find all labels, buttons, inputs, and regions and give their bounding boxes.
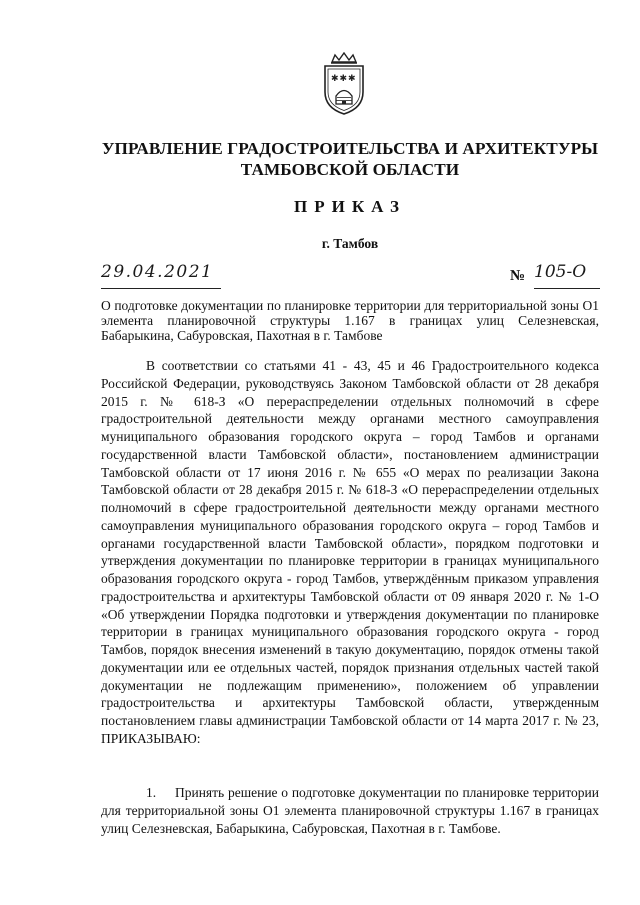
item-number: 1. [146, 785, 157, 800]
svg-text:✱: ✱ [331, 74, 339, 84]
agency-line-2: ТАМБОВСКОЙ ОБЛАСТИ [240, 160, 460, 179]
document-number [510, 262, 600, 288]
handwritten-number: 105-О [534, 262, 600, 289]
document-type: ПРИКАЗ [294, 197, 406, 216]
order-item [101, 784, 599, 837]
preamble-paragraph: В соответствии со статьями 41 - 43, 45 и 46 Градостроительного кодекса Российской Федерации, руководствуясь Законом Тамбовской области от 28 декабря 2015 г. № 618-З «О перераспределении отдельных полномочий в сфере градостроительной деятельности между органами местного самоуправления муниципального образования городского округа – город Тамбов и органами государственной власти Тамбовской области», постановлением администрации Тамбовской области от 17 июня 2016 г. № 655 «О мерах по реализации Закона Тамбовской области от 28 декабря 2015 г. № 618-З «О перераспределении отдельных полномочий в сфере градостроительной деятельности между органами местного самоуправления муниципального образования городского округа – город Тамбов и органами государственной власти Тамбовской области», порядком подготовки и утверждения документации по планировке территории в границах муниципального образования городского округа - город Тамбов, утверждённым приказом управления градостроительства и архитектуры Тамбовской области от 09 января 2020 г. № 1-О «Об утверждении Порядка подготовки и утверждения документации по планировке территории в границах муниципального образования городского округа - город Тамбов, порядок внесения изменений в такую документацию, порядок отмены такой документации или ее отдельных частей, порядок признания отдельных частей такой документации не подлежащим применению», положением об управлении градостроительства и архитектуры Тамбовской области, утвержденным постановлением главы администрации Тамбовской области от 14 марта 2017 г. № 23, ПРИКАЗЫВАЮ: [101, 358, 599, 746]
agency-name [60, 138, 640, 180]
order-subject: О подготовке документации по планировке территории для территориальной зоны О1 элемента планировочной структуры 1.167 в границах улиц Селезневская, Бабарыкина, Сабуровская, Пахотная в г. Тамбове [101, 298, 599, 344]
item-text: Принять решение о подготовке документации по планировке территории для территориальной зоны О1 элемента планировочной структуры 1.167 в границах улиц Селезневская, Бабарыкина, Сабуровская, Пахотная в г. Тамбове. [101, 785, 600, 836]
agency-line-1: УПРАВЛЕНИЕ ГРАДОСТРОИТЕЛЬСТВА И АРХИТЕКТУРЫ [101, 139, 599, 158]
svg-text:✱: ✱ [348, 74, 356, 84]
handwritten-date: 29.04.2021 [101, 262, 221, 289]
coat-of-arms-icon [318, 52, 370, 116]
number-label: № [510, 268, 526, 284]
svg-text:✱: ✱ [339, 74, 348, 84]
city-name: г. Тамбов [321, 236, 379, 251]
